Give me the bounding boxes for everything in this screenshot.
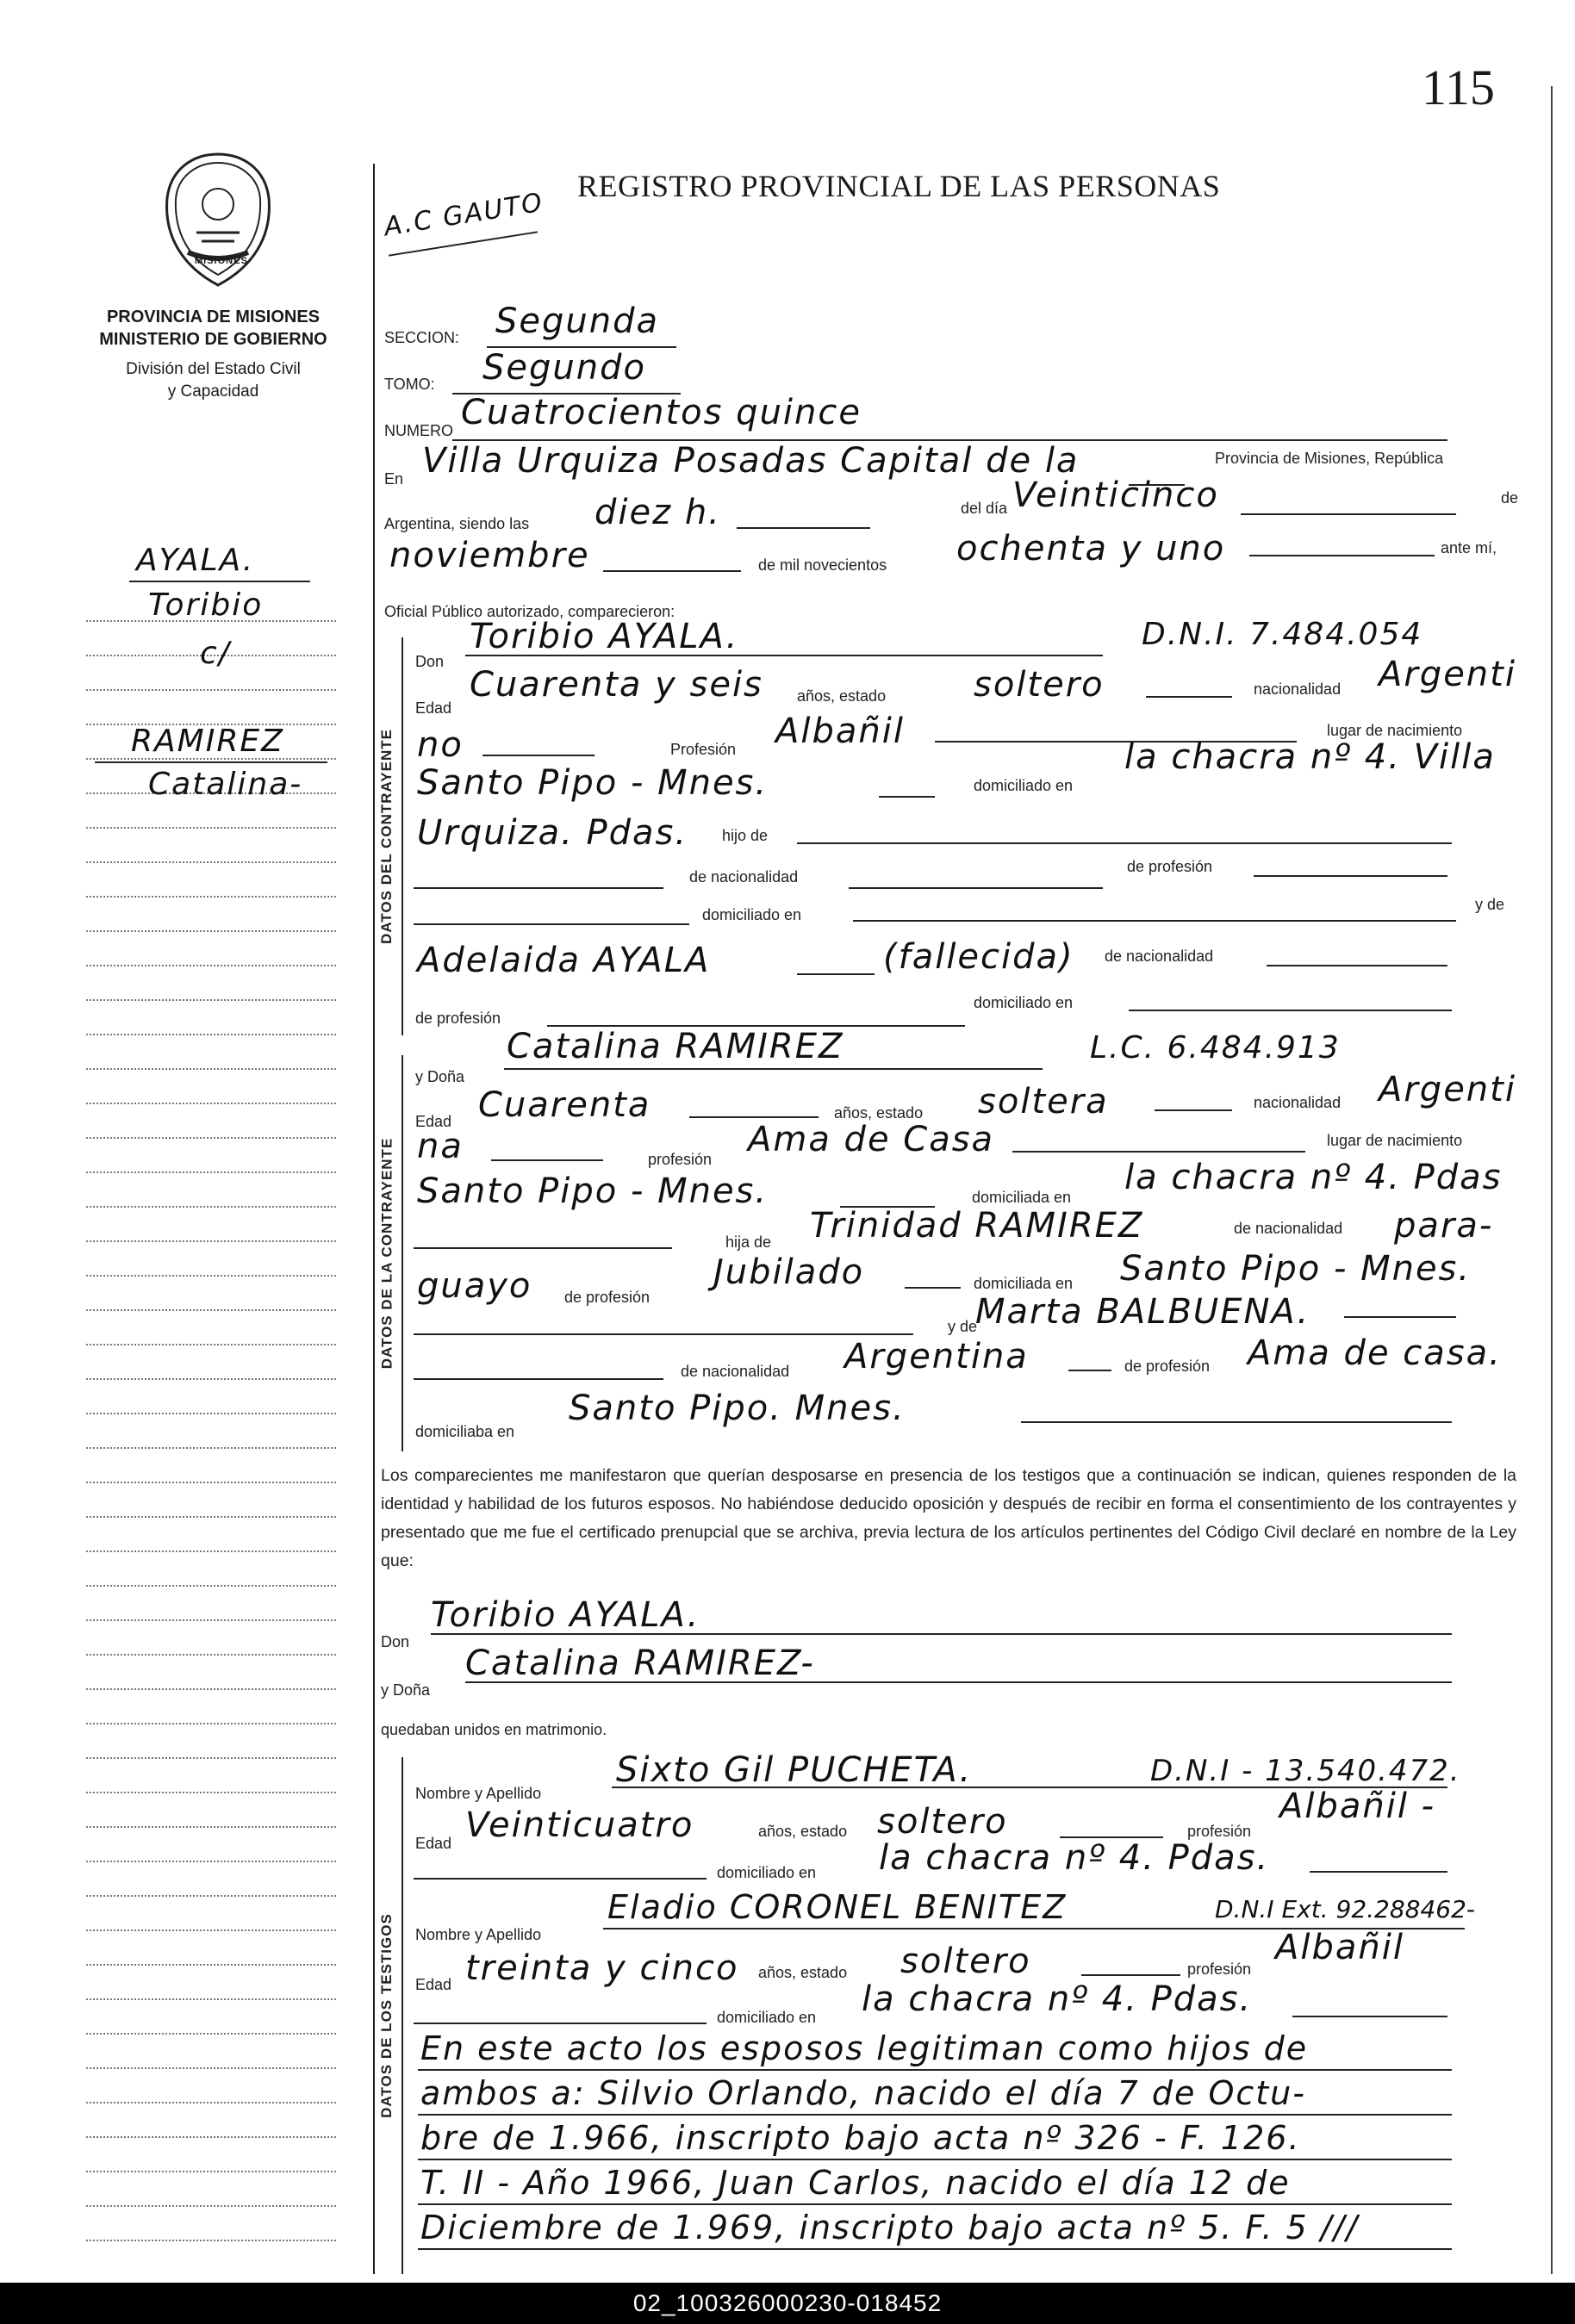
label-oficial: Oficial Público autorizado, comparecieron:: [384, 603, 675, 620]
folio-number: 115: [1422, 59, 1495, 115]
label-tomo: TOMO:: [384, 376, 435, 393]
label-y-de-2: y de: [948, 1318, 978, 1335]
rule: [504, 1068, 1043, 1070]
margin-line: [86, 1861, 336, 1862]
bride-father: Trinidad RAMIREZ: [810, 1206, 1144, 1246]
rule: [1292, 2016, 1447, 2017]
rule: [1129, 1010, 1452, 1011]
margin-line: [86, 1792, 336, 1793]
label-de-nacionalidad-2: de nacionalidad: [1105, 948, 1214, 965]
margin-note-name: Toribio: [148, 587, 264, 623]
label-de-nacionalidad-3: de nacionalidad: [1234, 1220, 1343, 1237]
margin-line: [86, 1137, 336, 1139]
label-ante-mi: ante mí,: [1441, 539, 1497, 556]
margin-line: [86, 2240, 336, 2241]
label-domiciliado-2: domiciliado en: [702, 906, 802, 923]
witness-1-doc: D.N.I - 13.540.472.: [1150, 1754, 1461, 1788]
label-don: Don: [415, 653, 445, 670]
rule: [1012, 1151, 1305, 1153]
margin-line: [86, 1171, 336, 1173]
bride-bracket: [402, 1055, 403, 1451]
margin-line: [86, 896, 336, 898]
rule: [1081, 1974, 1180, 1976]
rule: [1241, 513, 1456, 515]
rule: [1310, 1871, 1447, 1873]
note-line-1: En este acto los esposos legitiman como hijos de: [420, 2029, 1309, 2067]
rule: [1267, 965, 1447, 966]
label-don-union: Don: [381, 1633, 410, 1650]
margin-line: [86, 2067, 336, 2069]
margin-line: [86, 1516, 336, 1518]
label-domiciliado-w2: domiciliado en: [717, 2009, 817, 2026]
label-profesion-w2: profesión: [1187, 1960, 1252, 1978]
label-nacionalidad-2: nacionalidad: [1254, 1094, 1342, 1111]
margin-line: [86, 1998, 336, 2000]
label-de-mil: de mil novecientos: [758, 556, 887, 574]
rule: [603, 570, 741, 572]
rule: [414, 887, 663, 889]
witness-1-address: la chacra nº 4. Pdas.: [879, 1838, 1270, 1878]
officer-stamp: A.C GAUTO: [382, 187, 546, 243]
groom-mother: Adelaida AYALA: [417, 941, 711, 980]
note-line-2: ambos a: Silvio Orlando, nacido el día 7 de Octu-: [420, 2074, 1306, 2112]
bride-father-nationality-cont: guayo: [417, 1266, 532, 1306]
label-hija-de: hija de: [725, 1233, 772, 1251]
rule: [1155, 1109, 1232, 1111]
margin-line: [86, 1240, 336, 1242]
groom-civil-status: soltero: [974, 665, 1105, 705]
label-de-nacionalidad: de nacionalidad: [689, 868, 799, 885]
witness-1-profession: Albañil -: [1279, 1786, 1436, 1826]
witness-section-label: DATOS DE LOS TESTIGOS: [378, 1913, 395, 2118]
agency-ministry: MINISTERIO DE GOBIERNO: [99, 330, 327, 349]
rule: [1254, 875, 1447, 877]
rule: [853, 920, 1456, 922]
label-numero: NUMERO: [384, 422, 453, 439]
margin-line: [86, 1309, 336, 1311]
groom-nationality: Argenti: [1379, 655, 1516, 694]
groom-profession: Albañil: [775, 711, 905, 751]
margin-line: [86, 2033, 336, 2035]
margin-note-surname-2: RAMIREZ: [131, 724, 284, 759]
margin-line: [86, 827, 336, 829]
rule: [414, 1878, 707, 1880]
rule: [879, 796, 935, 798]
rule: [414, 2023, 707, 2024]
scan-footer: [0, 2283, 1575, 2324]
rule: [414, 1333, 913, 1335]
margin-line: [86, 1275, 336, 1277]
witness-bracket: [402, 1757, 403, 2274]
label-en: En: [384, 470, 404, 488]
margin-line: [86, 1550, 336, 1552]
bride-name: Catalina RAMIREZ: [507, 1027, 844, 1066]
margin-line: [86, 2205, 336, 2207]
witness-2-address: la chacra nº 4. Pdas.: [862, 1979, 1253, 2019]
union-groom: Toribio AYALA.: [431, 1595, 700, 1635]
label-lugar-nac-2: lugar de nacimiento: [1327, 1132, 1463, 1149]
rule: [414, 923, 689, 925]
value-seccion: Segunda: [495, 301, 659, 341]
margin-note-with: c/: [200, 636, 231, 671]
margin-line: [86, 930, 336, 932]
rule: [797, 842, 1452, 844]
label-edad-w1: Edad: [415, 1835, 452, 1852]
margin-line: [86, 1103, 336, 1104]
rule: [465, 1681, 1452, 1683]
label-anos-estado-2: años, estado: [834, 1104, 924, 1122]
bride-mother-nationality: Argentina: [844, 1337, 1029, 1376]
misiones-emblem: [162, 151, 274, 289]
witness-2-age: treinta y cinco: [465, 1948, 739, 1988]
margin-line: [86, 1206, 336, 1208]
label-de-profesion-3: de profesión: [564, 1289, 651, 1306]
margin-note-rule: [129, 581, 310, 582]
margin-line: [86, 861, 336, 863]
rule: [414, 1378, 663, 1380]
rule: [1021, 1421, 1452, 1423]
bride-section-label: DATOS DE LA CONTRAYENTE: [378, 1137, 395, 1370]
margin-line: [86, 2136, 336, 2138]
emblem-label: MISIONES: [195, 256, 248, 266]
witness-1-age: Veinticuatro: [465, 1805, 694, 1845]
agency-division: División del Estado Civil: [126, 360, 301, 378]
margin-line: [86, 1723, 336, 1724]
declaration-text: Los comparecientes me manifestaron que querían desposarse en presencia de los testigos que a continuación se indican, quienes responden de la identidad y habilidad de los futuros esposos. No habiéndose deducido oposición y después de recibir en forma el consentimiento de los contrayentes y presentado que me fue el certificado prenupcial que se archiva, previa lectura de los artículos pertinentes del Código Civil declaré en nombre de la Ley que:: [381, 1466, 1516, 1570]
rule: [797, 973, 875, 975]
rule: [418, 2159, 1452, 2160]
margin-line: [86, 1482, 336, 1483]
label-lugar-nac: lugar de nacimiento: [1327, 722, 1463, 739]
bride-age: Cuarenta: [478, 1085, 651, 1125]
label-hijo-de: hijo de: [722, 827, 769, 844]
rule: [482, 755, 595, 756]
label-de-nacionalidad-4: de nacionalidad: [681, 1363, 790, 1380]
value-numero: Cuatrocientos quince: [461, 393, 862, 432]
groom-address: la chacra nº 4. Villa: [1124, 737, 1496, 777]
bride-address: la chacra nº 4. Pdas: [1124, 1158, 1503, 1197]
agency-block: [52, 306, 375, 402]
label-edad: Edad: [415, 699, 452, 717]
agency-capacity: y Capacidad: [167, 382, 259, 401]
groom-section-label: DATOS DEL CONTRAYENTE: [378, 729, 395, 944]
value-dia: Veinticinco: [1012, 475, 1219, 515]
margin-line: [86, 2171, 336, 2172]
rule: [491, 1159, 603, 1161]
bride-civil-status: soltera: [978, 1082, 1109, 1122]
rule: [905, 1287, 961, 1289]
label-del-dia: del día: [961, 500, 1008, 517]
margin-line: [86, 1585, 336, 1587]
margin-line: [86, 1619, 336, 1621]
value-tomo: Segundo: [482, 348, 646, 388]
rule: [418, 2203, 1452, 2205]
bride-father-nationality: para-: [1394, 1206, 1494, 1246]
label-domiciliada: domiciliada en: [972, 1189, 1072, 1206]
bride-nationality: Argenti: [1379, 1070, 1516, 1109]
right-edge-rule: [1551, 86, 1553, 2274]
label-domiciliaba: domiciliaba en: [415, 1423, 515, 1440]
rule: [418, 2248, 1452, 2250]
note-line-3: bre de 1.966, inscripto bajo acta nº 326 - F. 126.: [420, 2119, 1301, 2157]
value-hora: diez h.: [595, 493, 721, 532]
margin-line: [86, 689, 336, 691]
groom-address-cont: Urquiza. Pdas.: [417, 813, 688, 853]
bride-father-profession: Jubilado: [713, 1252, 865, 1292]
margin-line: [86, 1929, 336, 1931]
rule: [414, 1247, 672, 1249]
groom-name: Toribio AYALA.: [470, 617, 739, 656]
label-edad-2: Edad: [415, 1113, 452, 1130]
margin-line: [86, 1034, 336, 1035]
margin-line: [86, 1757, 336, 1759]
bride-profession: Ama de Casa: [748, 1120, 995, 1159]
label-nombre-apellido: Nombre y Apellido: [415, 1785, 542, 1802]
rule: [418, 2114, 1452, 2116]
margin-line: [86, 1413, 336, 1414]
groom-age: Cuarenta y seis: [470, 665, 763, 705]
groom-birthplace: Santo Pipo - Mnes.: [417, 763, 769, 803]
bride-father-address: Santo Pipo - Mnes.: [1120, 1249, 1472, 1289]
rule: [737, 527, 870, 529]
label-nombre-apellido-2: Nombre y Apellido: [415, 1926, 542, 1943]
label-seccion: SECCION:: [384, 329, 460, 346]
margin-line: [86, 999, 336, 1001]
groom-mother-note: (fallecida): [883, 937, 1074, 977]
margin-line: [86, 1688, 336, 1690]
label-y-dona: y Doña: [415, 1068, 465, 1085]
bride-mother-address: Santo Pipo. Mnes.: [569, 1389, 906, 1428]
label-de-profesion-2: de profesión: [415, 1010, 501, 1027]
margin-line: [86, 2102, 336, 2103]
note-line-4: T. II - Año 1966, Juan Carlos, nacido el día 12 de: [420, 2164, 1291, 2202]
label-anos-estado-w2: años, estado: [758, 1964, 848, 1981]
margin-line: [86, 1344, 336, 1345]
label-provincia: Provincia de Misiones, República: [1215, 450, 1444, 467]
witness-2-doc: D.N.I Ext. 92.288462-: [1215, 1895, 1476, 1923]
scan-code: 02_100326000230-018452: [632, 2290, 943, 2316]
value-lugar: Villa Urquiza Posadas Capital de la: [422, 441, 1080, 481]
rule: [1068, 1370, 1111, 1371]
agency-province: PROVINCIA DE MISIONES: [106, 308, 321, 326]
margin-line: [86, 1895, 336, 1897]
rule: [849, 887, 1103, 889]
label-domiciliada-2: domiciliada en: [974, 1275, 1074, 1292]
label-y-de: y de: [1475, 896, 1505, 913]
rule: [1249, 555, 1435, 556]
label-de-profesion: de profesión: [1127, 858, 1213, 875]
union-bride: Catalina RAMIREZ-: [465, 1644, 815, 1683]
margin-line: [86, 1068, 336, 1070]
rule: [1344, 1316, 1456, 1318]
margin-line: [86, 1378, 336, 1380]
rule: [1146, 696, 1232, 698]
bride-mother-profession: Ama de casa.: [1248, 1333, 1502, 1373]
rule: [431, 1633, 1452, 1635]
label-domiciliado-3: domiciliado en: [974, 994, 1074, 1011]
margin-line: [86, 965, 336, 966]
groom-bracket: [402, 637, 403, 1035]
value-mes: noviembre: [389, 536, 590, 575]
witness-2-civil-status: soltero: [900, 1942, 1031, 1981]
registry-title: REGISTRO PROVINCIAL DE LAS PERSONAS: [577, 169, 1221, 203]
label-profesion-2: profesión: [648, 1151, 713, 1168]
margin-note-surname: AYALA.: [136, 543, 255, 578]
margin-note-name-2: Catalina-: [148, 767, 303, 802]
note-line-5: Diciembre de 1.969, inscripto bajo acta nº 5. F. 5 ///: [420, 2209, 1360, 2246]
margin-note-rule: [95, 761, 327, 763]
label-de: de: [1501, 489, 1519, 506]
label-domiciliado-w1: domiciliado en: [717, 1864, 817, 1881]
label-anos-estado: años, estado: [797, 687, 887, 705]
witness-2-name: Eladio CORONEL BENITEZ: [607, 1888, 1068, 1926]
label-profesion: Profesión: [670, 741, 737, 758]
label-nacionalidad: nacionalidad: [1254, 680, 1342, 698]
rule: [689, 1116, 819, 1118]
witness-1-name: Sixto Gil PUCHETA.: [616, 1750, 973, 1790]
bride-nationality-cont: na: [417, 1127, 464, 1166]
bride-mother: Marta BALBUENA.: [975, 1292, 1310, 1332]
label-edad-w2: Edad: [415, 1976, 452, 1993]
bride-birthplace: Santo Pipo - Mnes.: [417, 1171, 769, 1211]
rule: [418, 2069, 1452, 2071]
groom-dni: D.N.I. 7.484.054: [1142, 617, 1423, 652]
label-domiciliado: domiciliado en: [974, 777, 1074, 794]
witness-2-profession: Albañil: [1275, 1928, 1404, 1967]
label-argentina: Argentina, siendo las: [384, 515, 530, 532]
bride-dni: L.C. 6.484.913: [1090, 1030, 1341, 1066]
value-anio: ochenta y uno: [956, 529, 1226, 569]
label-profesion-w1: profesión: [1187, 1823, 1252, 1840]
label-de-profesion-4: de profesión: [1124, 1358, 1211, 1375]
margin-line: [86, 1447, 336, 1449]
label-quedaban: quedaban unidos en matrimonio.: [381, 1721, 607, 1738]
margin-line: [86, 1826, 336, 1828]
label-anos-estado-w1: años, estado: [758, 1823, 848, 1840]
witness-1-civil-status: soltero: [877, 1802, 1008, 1842]
rule: [465, 655, 1103, 656]
margin-line: [86, 1964, 336, 1966]
margin-line: [86, 1654, 336, 1656]
groom-nationality-cont: no: [417, 725, 464, 765]
label-dona-union: y Doña: [381, 1681, 431, 1699]
